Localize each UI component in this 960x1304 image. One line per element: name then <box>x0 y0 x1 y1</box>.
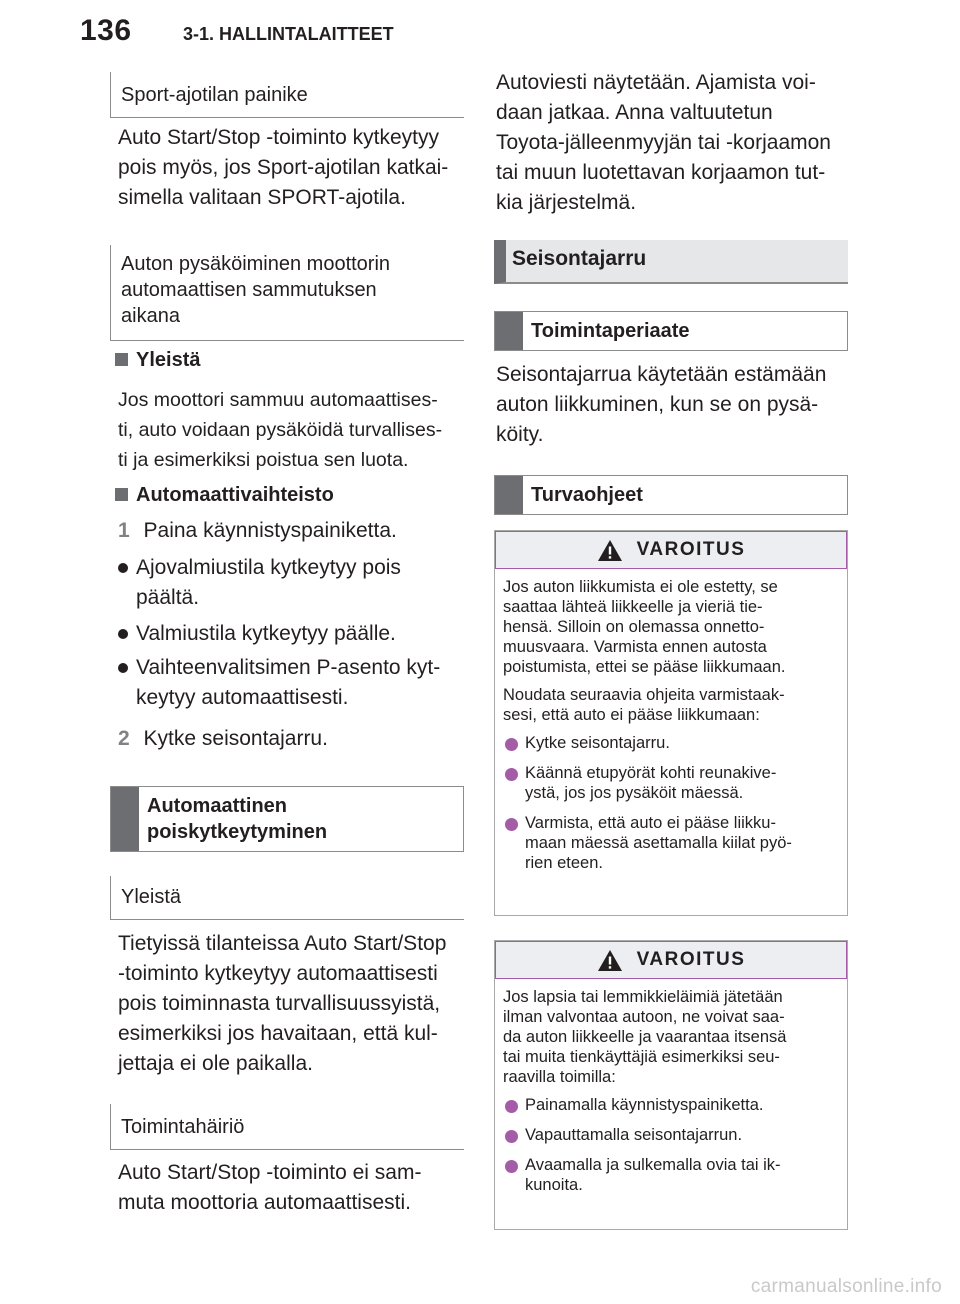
step-2 <box>118 724 328 754</box>
text-line: Tietyissä tilanteissa Auto Start/Stop <box>118 932 447 955</box>
warning-list-item <box>503 733 839 753</box>
fault-paragraph <box>118 1158 478 1218</box>
warning-body <box>495 979 847 1195</box>
warning-list-item <box>503 763 839 803</box>
banner-text: Seisontajarru <box>512 247 647 270</box>
warning-title: VAROITUS <box>636 949 746 970</box>
text-line: kunoita. <box>525 1176 583 1194</box>
text-line: Ajovalmiustila kytkeytyy pois <box>136 556 401 579</box>
principle-paragraph <box>496 360 856 450</box>
heading-text: Turvaohjeet <box>531 484 643 506</box>
step-1 <box>118 516 397 546</box>
text-line: Vaihteenvalitsimen P-asento kyt- <box>136 656 441 679</box>
text-line: pois toiminnasta turvallisuussyistä, <box>118 992 441 1015</box>
general-label <box>115 349 200 372</box>
text-line: poiskytkeytyminen <box>147 821 328 843</box>
general-label-text: Yleistä <box>136 349 201 371</box>
bullet-dot-icon <box>505 1130 518 1143</box>
warning-box-2 <box>494 940 848 1230</box>
fault-heading-text: Toimintahäiriö <box>121 1116 245 1138</box>
warning-title: VAROITUS <box>636 539 746 560</box>
text-line: automaattisen sammutuksen <box>121 279 377 301</box>
text-line: ilman valvontaa autoon, ne voivat saa- <box>503 1008 785 1026</box>
step-number: 1 <box>118 519 130 542</box>
text-line: esimerkiksi jos havaitaan, että kul- <box>118 1022 438 1045</box>
text-line: ti, auto voidaan pysäköidä turvallises- <box>118 419 443 441</box>
text-line: daan jatkaa. Anna valtuutetun <box>496 101 773 124</box>
text-line: hensä. Silloin on olemassa onnetto- <box>503 618 765 636</box>
intro-paragraph <box>496 68 856 218</box>
general2-heading <box>110 876 464 920</box>
step-text: Kytke seisontajarru. <box>143 727 328 750</box>
text-line: köity. <box>496 423 544 446</box>
bullet-dot-icon <box>505 768 518 781</box>
text-line: Jos lapsia tai lemmikkieläimiä jätetään <box>503 988 783 1006</box>
warning-list-item <box>503 1095 839 1115</box>
list-item <box>118 653 496 713</box>
principle-heading <box>494 311 848 351</box>
heading-text: Toimintaperiaate <box>531 320 690 342</box>
text-line: muusvaara. Varmista ennen autosta <box>503 638 767 656</box>
text-line: maan mäessä asettamalla kiilat pyö- <box>525 834 792 852</box>
warning-paragraph <box>503 685 839 725</box>
fault-heading <box>110 1104 464 1150</box>
text-line: simella valitaan SPORT-ajotila. <box>118 186 406 209</box>
automatic-transmission-label <box>115 484 334 507</box>
text-line: poistumista, ettei se pääse liikkumaan. <box>503 658 786 676</box>
warning-triangle-icon <box>597 949 623 972</box>
list-item <box>118 553 496 613</box>
square-bullet-icon <box>115 353 128 366</box>
sport-mode-heading-text: Sport-ajotilan painike <box>121 84 308 106</box>
text-line: ti ja esimerkiksi poistua sen luota. <box>118 449 409 471</box>
text-line: Autoviesti näytetään. Ajamista voi- <box>496 71 816 94</box>
text-line: keytyy automaattisesti. <box>136 686 349 709</box>
text-line: tai muita tienkäyttäjiä esimerkiksi seu- <box>503 1048 780 1066</box>
heading-bar <box>495 312 523 350</box>
watermark: carmanualsonline.info <box>750 1276 942 1297</box>
general-paragraph <box>118 385 478 475</box>
warning-header <box>495 531 847 569</box>
text-line: -toiminto kytkeytyy automaattisesti <box>118 962 438 985</box>
warning-list-item <box>503 813 839 873</box>
bullet-dot-icon <box>505 818 518 831</box>
text-line: da auton liikkeelle ja vaarantaa itsensä <box>503 1028 787 1046</box>
text-line: Varmista, että auto ei pääse liikku- <box>525 814 776 832</box>
warning-paragraph <box>503 987 839 1087</box>
general2-heading-text: Yleistä <box>121 886 182 908</box>
page-number: 136 <box>80 14 132 47</box>
text-line: Noudata seuraavia ohjeita varmistaak- <box>503 686 785 704</box>
warning-list-item <box>503 1155 839 1195</box>
text-line: jettaja ei ole paikalla. <box>118 1052 313 1075</box>
step-number: 2 <box>118 727 130 750</box>
warning-header <box>495 941 847 979</box>
text-line: Käännä etupyörät kohti reunakive- <box>525 764 777 782</box>
text-line: muta moottoria automaattisesti. <box>118 1191 411 1214</box>
text-line: Kytke seisontajarru. <box>525 734 670 752</box>
warning-box-1 <box>494 530 848 916</box>
warning-list-item <box>503 1125 839 1145</box>
bullet-dot-icon <box>505 738 518 751</box>
safety-heading <box>494 475 848 515</box>
text-line: Automaattinen <box>147 795 287 817</box>
parking-brake-banner <box>494 240 848 284</box>
text-line: Avaamalla ja sulkemalla ovia tai ik- <box>525 1156 781 1174</box>
text-line: auton liikkuminen, kun se on pysä- <box>496 393 819 416</box>
text-line: Seisontajarrua käytetään estämään <box>496 363 827 386</box>
bullet-dot-icon <box>118 629 128 639</box>
text-line: Auto Start/Stop -toiminto ei sam- <box>118 1161 422 1184</box>
warning-body <box>495 569 847 873</box>
list-item <box>118 619 496 649</box>
text-line: tai muun luotettavan korjaamon tut- <box>496 161 826 184</box>
text-line: Jos moottori sammuu automaattises- <box>118 389 438 411</box>
bullet-dot-icon <box>505 1100 518 1113</box>
step-text: Paina käynnistyspainiketta. <box>143 519 397 542</box>
bullet-dot-icon <box>118 663 128 673</box>
heading-bar <box>111 787 139 851</box>
heading-bar <box>495 476 523 514</box>
warning-paragraph <box>503 577 839 677</box>
text-line: kia järjestelmä. <box>496 191 637 214</box>
sport-mode-paragraph <box>118 123 478 213</box>
text-line: Toyota-jälleenmyyjän tai -korjaamon <box>496 131 831 154</box>
bullet-dot-icon <box>505 1160 518 1173</box>
bullet-dot-icon <box>118 563 128 573</box>
general2-paragraph <box>118 929 478 1079</box>
warning-triangle-icon <box>597 539 623 562</box>
text-line: Valmiustila kytkeytyy päälle. <box>136 622 396 645</box>
auto-deactivation-heading <box>110 786 464 852</box>
text-line: Jos auton liikkumista ei ole estetty, se <box>503 578 778 596</box>
text-line: aikana <box>121 305 180 327</box>
text-line: saattaa lähteä liikkeelle ja vieriä tie- <box>503 598 763 616</box>
text-line: päältä. <box>136 586 200 609</box>
square-bullet-icon <box>115 488 128 501</box>
parking-heading <box>110 245 464 341</box>
text-line: Vapauttamalla seisontajarrun. <box>525 1126 743 1144</box>
text-line: pois myös, jos Sport-ajotilan katkai- <box>118 156 449 179</box>
text-line: Auton pysäköiminen moottorin <box>121 253 391 275</box>
text-line: sesi, että auto ei pääse liikkumaan: <box>503 706 760 724</box>
text-line: Painamalla käynnistyspainiketta. <box>525 1096 764 1114</box>
text-line: raavilla toimilla: <box>503 1068 616 1086</box>
automatic-transmission-label-text: Automaattivaihteisto <box>136 484 334 506</box>
sport-mode-heading <box>110 72 464 118</box>
section-title: 3-1. HALLINTALAITTEET <box>183 24 394 44</box>
text-line: rien eteen. <box>525 854 603 872</box>
text-line: Auto Start/Stop -toiminto kytkeytyy <box>118 126 439 149</box>
heading-text <box>139 787 327 851</box>
text-line: ystä, jos jos pysäköit mäessä. <box>525 784 744 802</box>
